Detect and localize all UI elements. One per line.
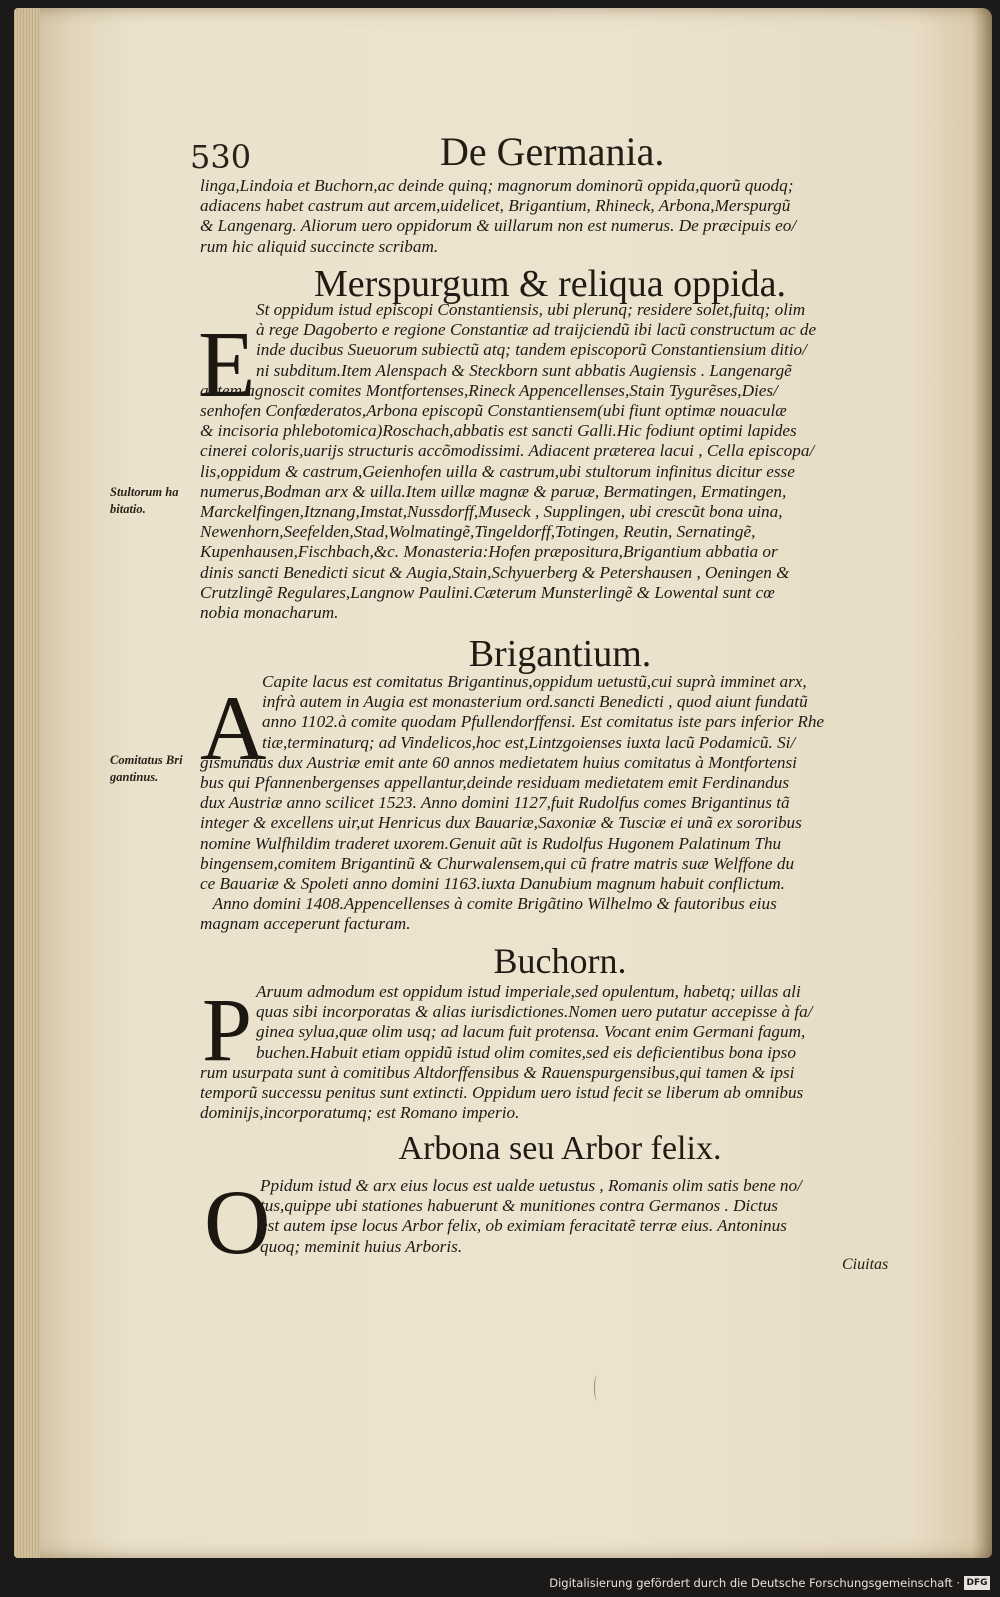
text-line: infrà autem in Augia est monasterium ord.sancti Benedicti , quod aiunt fundatũ	[262, 692, 808, 712]
marginal-note: Stultorum ha bitatio.	[110, 485, 179, 516]
text-line: buchen.Habuit etiam oppidũ istud olim comites,sed eis deficientibus bona ipso	[256, 1042, 796, 1062]
text-line: ginea sylua,quæ olim usq; ad lacum fuit protensa. Vocant enim Germani fagum,	[256, 1022, 806, 1042]
text-line: rum usurpata sunt à comitibus Altdorffensibus & Rauenspurgensibus,qui tamen & ipsi	[200, 1062, 795, 1082]
text-line: est autem ipse locus Arbor felix, ob eximiam feracitatẽ terræ eius. Antoninus	[260, 1216, 787, 1236]
text-line: rum hic aliquid succincte scribam.	[200, 236, 439, 256]
section-paragraph	[200, 982, 900, 1123]
funding-credit: Digitalisierung gefördert durch die Deutsche Forschungsgemeinschaft ·	[549, 1576, 960, 1590]
text-line: temporũ successu penitus sunt extincti. Oppidum uero istud fecit se liberum ab omnibus	[200, 1083, 804, 1103]
text-line: quoq; meminit huius Arboris.	[260, 1236, 463, 1256]
text-line: dinis sancti Benedicti sicut & Augia,Stain,Schyuerberg & Petershausen , Oeningen &	[200, 562, 790, 582]
text-line: gismundus dux Austriæ emit ante 60 annos medietatem huius comitatus à Montfortensi	[200, 752, 797, 772]
text-line: numerus,Bodman arx & uilla.Item uillæ magnæ & paruæ, Bermatingen, Ermatingen,	[200, 481, 787, 501]
intro-paragraph	[200, 176, 900, 257]
text-line: dux Austriæ anno scilicet 1523. Anno domini 1127,fuit Rudolfus comes Brigantinus tã	[200, 793, 790, 813]
text-line: bingensem,comitem Brigantinũ & Churwalensem,qui cũ fratre matris suæ Welffone du	[200, 853, 795, 873]
text-line: adiacens habet castrum aut arcem,uidelicet, Brigantium, Rhineck, Arbona,Merspurgũ	[200, 196, 791, 216]
text-line: lis,oppidum & castrum,Geienhofen uilla & castrum,ubi stultorum infinitus dicitur esse	[200, 461, 795, 481]
text-line: linga,Lindoia et Buchorn,ac deinde quinq; magnorum dominorũ oppida,quorũ quodq;	[200, 176, 794, 195]
section-heading: Buchorn.	[493, 941, 627, 981]
text-line: Crutzlingẽ Regulares,Langnow Paulini.Cæterum Munsterlingẽ & Lowental sunt cœ	[200, 582, 775, 602]
text-line: nomine Wulfhildim traderet uxorem.Genuit aũt is Rudolfus Hugonem Palatinum Thu	[200, 833, 782, 853]
text-line: Anno domini 1408.Appencellenses à comite Brigãtino Wilhelmo & fautoribus eius	[200, 894, 777, 914]
text-line: ni subditum.Item Alenspach & Steckborn sunt abbatis Augiensis . Langenargẽ	[256, 360, 792, 380]
text-line: Kupenhausen,Fischbach,&c. Monasteria:Hofen præpositura,Brigantium abbatia or	[200, 542, 778, 562]
footer-bar	[0, 1567, 1000, 1597]
pencil-mark	[594, 1375, 601, 1401]
page-header	[190, 128, 910, 176]
spine-shadow	[972, 8, 992, 1558]
section-heading: Merspurgum & reliqua oppida.	[313, 263, 787, 305]
text-line: Marckelfingen,Itznang,Imstat,Nussdorff,Museck , Supplingen, ubi crescũt bona uina,	[200, 502, 783, 522]
text-line: ce Bauariæ & Spoleti anno domini 1163.iuxta Danubium magnum habuit conflictum.	[200, 874, 785, 894]
page-number: 530	[190, 138, 252, 176]
text-line: nobia monacharum.	[200, 603, 339, 623]
drop-initial: P	[202, 981, 253, 1080]
section-heading: Arbona seu Arbor felix.	[398, 1130, 722, 1167]
drop-initial: O	[204, 1171, 271, 1273]
text-line: autem agnoscit comites Montfortenses,Rineck Appencellenses,Stain Tygurẽses,Dies/	[200, 380, 778, 400]
text-line: Newenhorn,Seefelden,Stad,Wolmatingẽ,Tingeldorff,Totingen, Reutin, Sernatingẽ,	[200, 522, 756, 542]
text-line: bus qui Pfannenbergenses appellantur,deinde residuam medietatem emit Ferdinandus	[200, 773, 790, 793]
text-line: à rege Dagoberto e regione Constantiæ ad traijciendũ ibi lacũ constructum ac de	[256, 320, 817, 340]
text-line: & incisoria phlebotomica)Roschach,abbatis est sancti Galli.Hic fodiunt optimi lapides	[200, 421, 797, 441]
text-line: tus,quippe ubi stationes habuerunt & munitiones contra Germanos . Dictus	[260, 1196, 778, 1216]
section-paragraph	[200, 672, 900, 935]
text-line: inde ducibus Sueuorum subiectũ atq; tandem episcoporũ Constantiensium ditio/	[256, 340, 807, 360]
running-head: De Germania.	[440, 129, 665, 174]
section-paragraph	[200, 1176, 900, 1257]
text-line: anno 1102.à comite quodam Pfullendorffensi. Est comitatus iste pars inferior Rhe	[262, 712, 825, 732]
text-line: senhofen Confœderatos,Arbona episcopũ Constantiensem(ubi fiunt optimæ nouaculæ	[200, 401, 787, 421]
text-line: Capite lacus est comitatus Brigantinus,oppidum uetustũ,cui suprà imminet arx,	[262, 672, 807, 691]
text-line: magnam acceperunt facturam.	[200, 914, 411, 934]
text-line: Aruum admodum est oppidum istud imperiale,sed opulentum, habetq; uillas ali	[256, 982, 801, 1001]
catchword: Ciuitas	[842, 1256, 889, 1273]
text-line: & Langenarg. Aliorum uero oppidorum & uillarum non est numerus. De præcipuis eo/	[200, 216, 797, 236]
text-line: quas sibi incorporatas & alias iurisdictiones.Nomen uero putatur accepisse à fa/	[256, 1002, 813, 1022]
text-line: tiæ,terminaturq; ad Vindelicos,hoc est,Lintzgoienses iuxta lacũ Podamicũ. Si/	[262, 732, 796, 752]
text-line: Ppidum istud & arx eius locus est ualde uetustus , Romanis olim satis bene no/	[260, 1176, 802, 1195]
section-paragraph	[200, 300, 900, 623]
dfg-logo-icon: DFG	[964, 1576, 990, 1590]
drop-initial: E	[198, 313, 256, 417]
text-line: dominijs,incorporatumq; est Romano imperio.	[200, 1103, 520, 1123]
marginal-note: Comitatus Bri gantinus.	[110, 753, 183, 784]
text-line: St oppidum istud episcopi Constantiensis, ubi plerunq; residere solet,fuitq; olim	[256, 300, 806, 319]
page-edges	[14, 8, 40, 1558]
text-line: integer & excellens uir,ut Henricus dux Bauariæ,Saxoniæ & Tusciæ ei unã ex sororibus	[200, 813, 802, 833]
section-heading: Brigantium.	[468, 633, 652, 675]
text-line: cinerei coloris,uarijs structuris accõmodissimi. Adiacent præterea lacui , Cella episcopa/	[200, 441, 815, 461]
drop-initial: A	[200, 677, 267, 779]
